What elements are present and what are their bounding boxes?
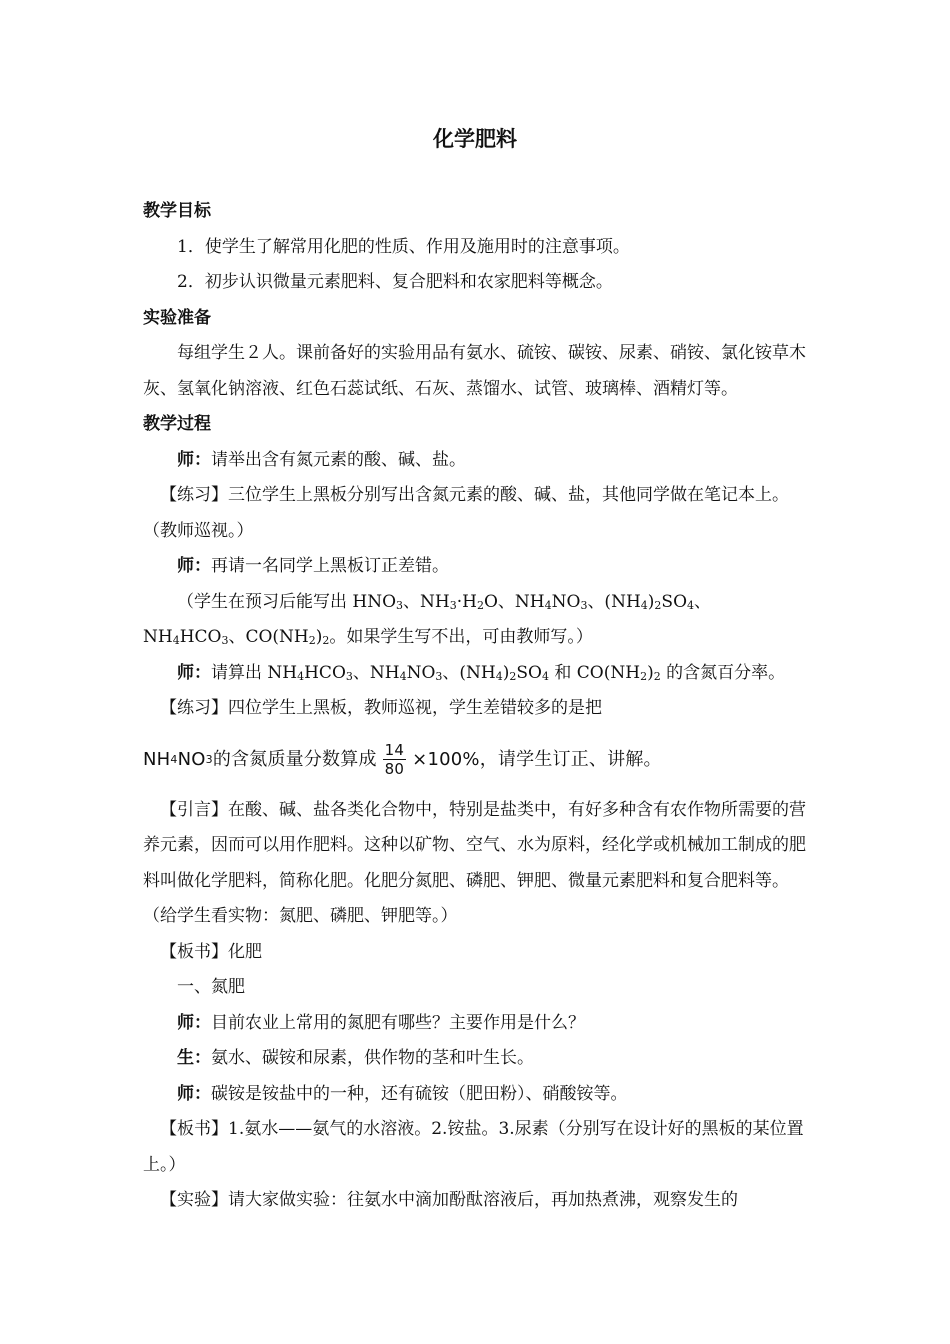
paragraph: 【实验】请大家做实验：往氨水中滴加酚酞溶液后，再加热煮沸，观察发生的	[160, 1190, 738, 1210]
page-title: 化学肥料	[433, 127, 517, 151]
text-run: 、(NH	[587, 591, 641, 612]
subscript: 4	[687, 598, 695, 612]
section-heading-objectives: 教学目标	[143, 201, 211, 221]
subscript: 4	[172, 634, 180, 647]
text-run: ×100%，请学生订正、讲解。	[412, 748, 662, 770]
text-run: ·H	[456, 591, 477, 612]
subscript: 4	[495, 669, 503, 683]
subscript: 2	[653, 669, 661, 683]
text-run: )	[647, 662, 654, 683]
speaker-label: 师：	[177, 662, 211, 683]
subscript: 3	[435, 669, 443, 683]
objective-item: 2．初步认识微量元素肥料、复合肥料和农家肥料等概念。	[177, 272, 613, 292]
paragraph-text: 碳铵是铵盐中的一种，还有硫铵（肥田粉）、硝酸铵等。	[211, 1083, 628, 1104]
text-run: )	[647, 591, 655, 612]
subscript: 2	[322, 634, 330, 647]
paragraph	[143, 549, 809, 585]
subscript: 2	[640, 669, 648, 683]
document-body	[143, 194, 809, 1219]
subscript: 3	[580, 598, 588, 612]
text-run: O、NH	[483, 591, 545, 612]
speaker-label: 师：	[177, 1083, 211, 1104]
text-run: HCO	[304, 662, 346, 683]
speaker-label: 师：	[177, 1012, 211, 1033]
paragraph-text: 请举出含有氮元素的酸、碱、盐。	[211, 449, 466, 470]
text-run: （学生在预习后能写出 HNO	[177, 591, 397, 612]
paragraph: 【板书】化肥	[160, 941, 262, 962]
subscript: 4	[544, 598, 552, 612]
fraction-denominator: 80	[384, 760, 405, 778]
paragraph: 【引言】在酸、碱、盐各类化合物中，特别是盐类中，有好多种含有农作物所需要的营养元素，因而可以用作肥料。这种以矿物、空气、水为原料，经化学或机械加工制成的肥料叫做化学肥料，简称化肥。化肥分氮肥、磷肥、钾肥、微量元素肥料和复合肥料等。（给学生看实物：氮肥、磷肥、钾肥等。）	[143, 799, 806, 926]
subscript: 2	[308, 634, 316, 647]
subscript: 2	[476, 598, 484, 612]
formula-paragraph	[143, 585, 809, 656]
formula-paragraph	[143, 656, 809, 692]
speaker-label: 生：	[177, 1048, 211, 1068]
speaker-label: 师：	[177, 556, 211, 576]
subscript: 3	[345, 669, 353, 683]
paragraph: 【板书】1.氨水——氨气的水溶液。2.铵盐。3.尿素（分别写在设计好的黑板的某位置上。）	[143, 1119, 804, 1175]
paragraph	[143, 1077, 809, 1113]
subscript: 4	[297, 669, 305, 683]
subscript: 3	[396, 598, 404, 612]
text-run: NH	[143, 748, 171, 770]
paragraph: 【练习】三位学生上黑板分别写出含氮元素的酸、碱、盐，其他同学做在笔记本上。（教师巡视。）	[143, 485, 789, 541]
subheading: 一、氮肥	[177, 977, 245, 997]
text-run: 、NH	[403, 591, 450, 612]
text-run: NO	[177, 748, 206, 770]
paragraph: 【练习】四位学生上黑板，教师巡视，学生差错较多的是把	[160, 698, 602, 718]
fraction-numerator: 14	[384, 741, 405, 759]
speaker-label: 师：	[177, 449, 211, 470]
text-run: SO	[661, 591, 688, 612]
subscript: 3	[449, 598, 457, 612]
paragraph-text: 氨水、碳铵和尿素，供作物的茎和叶生长。	[211, 1048, 534, 1068]
subscript: 4	[541, 669, 549, 683]
paragraph	[143, 443, 809, 479]
text-run: )	[315, 627, 323, 647]
text-run: 、CO(NH	[228, 627, 309, 647]
text-run: NO	[406, 662, 436, 683]
text-run: NO	[551, 591, 581, 612]
subscript: 4	[399, 669, 407, 683]
text-run: )	[502, 662, 510, 683]
objective-item: 1．使学生了解常用化肥的性质、作用及施用时的注意事项。	[177, 236, 630, 257]
text-run: 、NH	[143, 591, 712, 647]
text-run: HCO	[179, 627, 222, 647]
subscript: 4	[640, 598, 648, 612]
section-heading-process: 教学过程	[143, 414, 211, 434]
text-run: 的含氮百分率。	[660, 662, 786, 683]
subscript: 2	[654, 598, 662, 612]
paragraph-text: 再请一名同学上黑板订正差错。	[211, 556, 449, 576]
text-run: 的含氮质量分数算成	[212, 748, 377, 770]
text-run: SO	[516, 662, 542, 683]
paragraph-text: 目前农业上常用的氮肥有哪些？主要作用是什么？	[211, 1012, 585, 1033]
fraction-formula-line: NH 4 NO 3 的含氮质量分数算成 $\frac{14}{80}$ ×100%，请学生订正、讲解。	[143, 741, 662, 778]
subscript: 3	[221, 634, 229, 647]
section-heading-preparation: 实验准备	[143, 307, 211, 328]
paragraph	[143, 1006, 809, 1042]
text-run: 。如果学生写不出，可由教师写。）	[329, 627, 593, 647]
text-run: 和 CO(NH	[548, 662, 641, 683]
subscript: 2	[509, 669, 517, 683]
preparation-paragraph: 每组学生２人。课前备好的实验用品有氨水、硫铵、碳铵、尿素、硝铵、氯化铵草木灰、氢氧化钠溶液、红色石蕊试纸、石灰、蒸馏水、试管、玻璃棒、酒精灯等。	[143, 343, 806, 399]
text-run: 、(NH	[442, 662, 496, 683]
paragraph	[143, 1041, 809, 1077]
text-run: 、NH	[352, 662, 400, 683]
text-run: 请算出 NH	[211, 662, 298, 683]
fraction	[383, 741, 407, 778]
